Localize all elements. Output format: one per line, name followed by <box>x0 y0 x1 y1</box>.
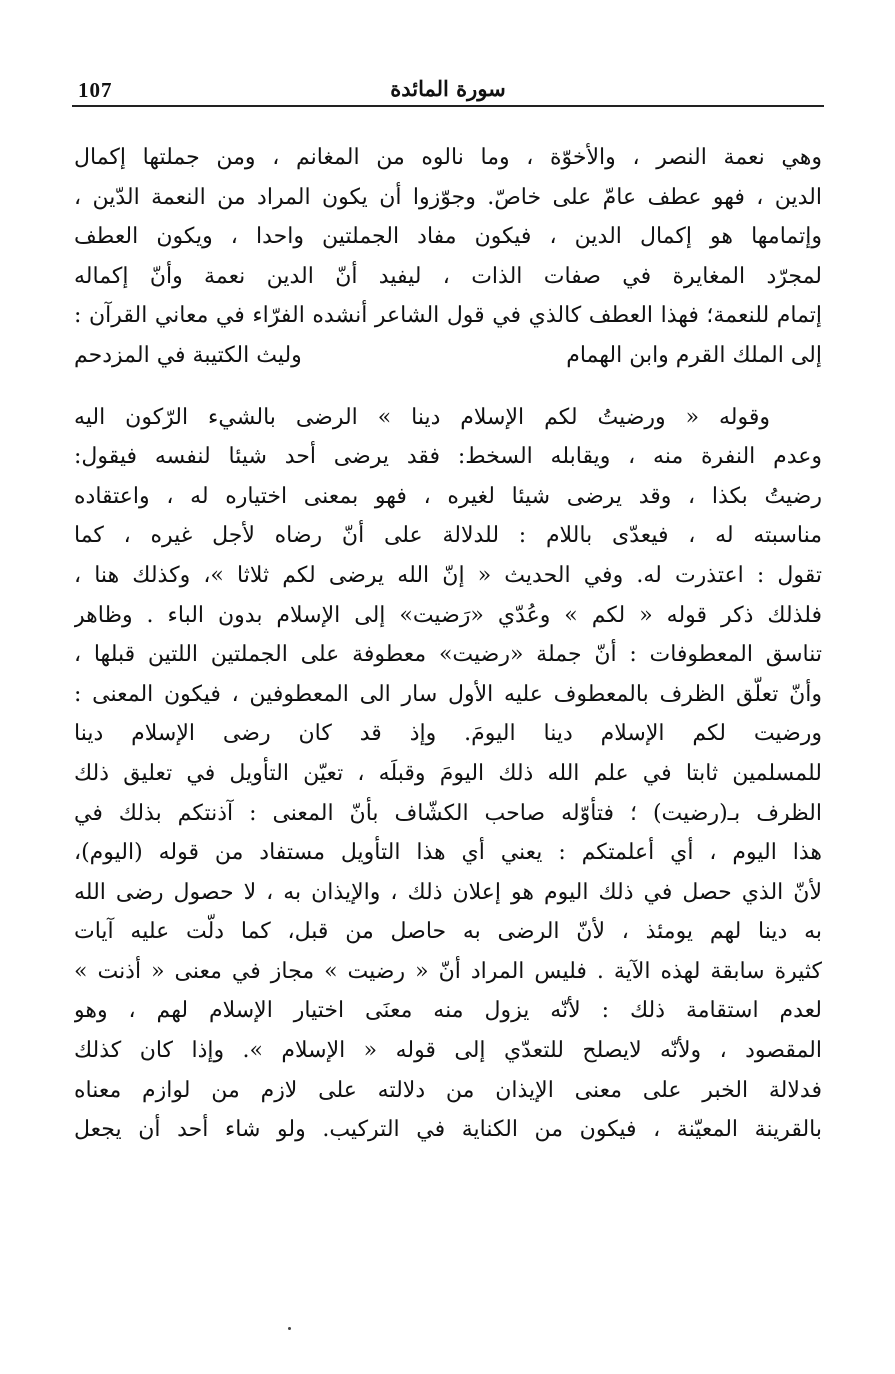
text-line: كثيرة سابقة لهذه الآية . فليس المراد أنّ « رضيت » مجاز في معنى « أذنت » <box>74 958 822 984</box>
page-header <box>72 74 824 106</box>
text-line: ورضيت لكم الإسلام دينا اليومَ. وإذ قد كان رضى الإسلام دينا <box>74 721 822 747</box>
text-line: وهي نعمة النصر ، والأخوّة ، وما نالوه من المغانم ، ومن جملتها إكمال <box>74 145 822 170</box>
print-speck <box>288 1327 291 1330</box>
text-line: للمسلمين ثابتا في علم الله ذلك اليومَ وقبلَه ، تعيّن التأويل في تعليق ذلك <box>74 760 822 786</box>
text-line: الظرف بـ(رضيت) ؛ فتأوّله صاحب الكشّاف بأنّ المعنى : آذنتكم بذلك في <box>74 800 822 826</box>
text-line: تناسق المعطوفات : أنّ جملة «رضيت» معطوفة على الجملتين اللتين قبلها ، <box>74 642 822 668</box>
text-line: هذا اليوم ، أي أعلمتكم : يعني أي هذا التأويل مستفاد من قوله (اليوم)، <box>74 840 822 866</box>
body-text <box>74 138 822 1150</box>
text-line: وإتمامها هو إكمال الدين ، فيكون مفاد الجملتين واحدا ، ويكون العطف <box>74 224 822 250</box>
text-line: المقصود ، ولأنّه لايصلح للتعدّي إلى قوله « الإسلام ». وإذا كان كذلك <box>74 1038 822 1064</box>
text-line: لأنّ الذي حصل في ذلك اليوم هو إعلان ذلك ، والإيذان به ، لا حصول رضى الله <box>74 879 822 905</box>
text-line: لمجرّد المغايرة في صفات الذات ، ليفيد أنّ الدين نعمة وأنّ إكماله <box>74 263 822 289</box>
text-line: لعدم استقامة ذلك : لأنّه يزول منه معنَى اختيار الإسلام لهم ، وهو <box>74 998 822 1024</box>
text-line: تقول : اعتذرت له. وفي الحديث « إنّ الله يرضى لكم ثلاثا »، وكذلك هنا ، <box>74 562 822 588</box>
verse-line <box>74 336 822 376</box>
text-line: فلذلك ذكر قوله « لكم » وعُدّي «رَضيت» إلى الإسلام بدون الباء . وظاهر <box>74 602 822 628</box>
text-line: بالقرينة المعيّنة ، فيكون من الكناية في التركيب. ولو شاء أحد أن يجعل <box>74 1117 822 1143</box>
verse-second-hemistich: وليث الكتيبة في المزدحم <box>74 342 302 368</box>
text-line: إتمام للنعمة؛ فهذا العطف كالذي في قول الشاعر أنشده الفرّاء في معاني القرآن : <box>74 303 822 329</box>
text-line: وأنّ تعلّق الظرف بالمعطوف عليه الأول سار الى المعطوفين ، فيكون المعنى : <box>74 681 822 707</box>
text-line: مناسبته له ، فيعدّى باللام : للدلالة على أنّ رضاه لأجل غيره ، كما <box>74 523 822 549</box>
text-line: وقوله « ورضيتُ لكم الإسلام دينا » الرضى بالشيء الرّكون اليه <box>74 404 770 430</box>
text-line: وعدم النفرة منه ، ويقابله السخط: فقد يرضى أحد شيئا لنفسه فيقول: <box>74 444 822 470</box>
running-title: سورة المائدة <box>390 76 506 101</box>
page-number: 107 <box>78 78 113 102</box>
verse-first-hemistich: إلى الملك القرم وابن الهمام <box>566 342 822 368</box>
paragraph-gap <box>74 376 822 398</box>
text-line: رضيتُ بكذا ، وقد يرضى شيئا لغيره ، فهو بمعنى اختياره له ، واعتقاده <box>74 483 822 509</box>
text-line: الدين ، فهو عطف عامّ على خاصّ. وجوّزوا أن يكون المراد من النعمة الدّين ، <box>74 184 822 210</box>
text-line: فدلالة الخبر على معنى الإيذان من دلالته على لازم من لوازم معناه <box>74 1077 822 1103</box>
text-line: به دينا لهم يومئذ ، لأنّ الرضى به حاصل من قبل، كما دلّت عليه آيات <box>74 919 822 945</box>
header-rule <box>72 105 824 107</box>
